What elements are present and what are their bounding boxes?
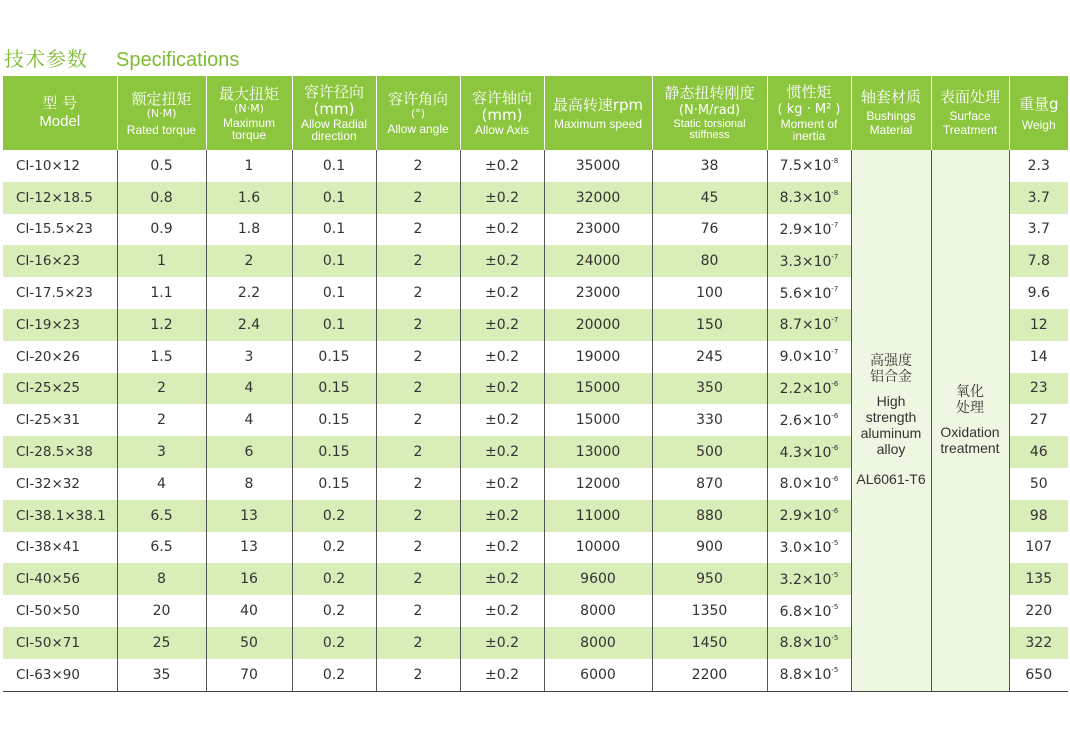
inertia-exponent: -5	[831, 666, 839, 675]
cell-stiff: 2200	[652, 659, 767, 691]
header-cn: 表面处理	[939, 88, 1000, 106]
cell-axis: ±0.2	[460, 468, 544, 500]
cell-model: CI-28.5×38	[3, 436, 117, 468]
inertia-mantissa: 8.8×10	[779, 635, 832, 652]
inertia-exponent: -6	[831, 379, 839, 388]
specifications-table	[3, 76, 1068, 692]
title-cn: 技术参数	[4, 47, 88, 71]
cell-inertia	[767, 627, 851, 659]
cell-radial: 0.1	[292, 182, 376, 214]
cell-weight: 2.3	[1009, 150, 1068, 182]
cell-max: 2.2	[206, 277, 292, 309]
cell-model: CI-25×25	[3, 373, 117, 405]
header-cn: 容许角向	[387, 90, 448, 108]
cell-model: CI-15.5×23	[3, 214, 117, 246]
inertia-mantissa: 7.5×10	[779, 158, 832, 175]
cell-model: CI-17.5×23	[3, 277, 117, 309]
cell-speed: 8000	[544, 627, 652, 659]
cell-weight: 46	[1009, 436, 1068, 468]
header-en: Allow Radial direction	[300, 117, 368, 143]
inertia-mantissa: 2.6×10	[779, 412, 832, 429]
cell-inertia	[767, 563, 851, 595]
cell-max: 40	[206, 595, 292, 627]
cell-model: CI-40×56	[3, 563, 117, 595]
cell-axis: ±0.2	[460, 595, 544, 627]
cell-rated: 0.9	[117, 214, 206, 246]
cell-bushings-material	[851, 150, 931, 691]
header-en: Bushings Material	[866, 109, 916, 137]
cell-inertia	[767, 436, 851, 468]
cell-speed: 10000	[544, 532, 652, 564]
header-allow-radial	[292, 76, 376, 150]
cell-max: 1.8	[206, 214, 292, 246]
cell-rated: 1.5	[117, 341, 206, 373]
cell-radial: 0.2	[292, 500, 376, 532]
cell-radial: 0.1	[292, 309, 376, 341]
inertia-mantissa: 8.0×10	[779, 476, 832, 493]
cell-rated: 35	[117, 659, 206, 691]
header-en: Maximum speed	[553, 116, 643, 131]
cell-stiff: 45	[652, 182, 767, 214]
cell-max: 2	[206, 245, 292, 277]
cell-weight: 650	[1009, 659, 1068, 691]
header-model	[3, 76, 117, 150]
cell-stiff: 500	[652, 436, 767, 468]
cell-axis: ±0.2	[460, 404, 544, 436]
header-cn: 惯性矩	[786, 83, 832, 101]
header-unit: (°)	[410, 107, 426, 120]
cell-speed: 35000	[544, 150, 652, 182]
header-en: Moment of inertia	[780, 117, 838, 143]
inertia-exponent: -5	[831, 538, 839, 547]
surface-cn: 氧化处理	[955, 384, 984, 417]
cell-rated: 3	[117, 436, 206, 468]
cell-angle: 2	[376, 182, 460, 214]
cell-weight: 3.7	[1009, 214, 1068, 246]
cell-model: CI-25×31	[3, 404, 117, 436]
header-cn: 静态扭转刚度	[664, 84, 755, 102]
cell-axis: ±0.2	[460, 627, 544, 659]
cell-inertia	[767, 341, 851, 373]
cell-stiff: 900	[652, 532, 767, 564]
header-en: Allow Axis	[474, 123, 530, 137]
inertia-exponent: -8	[831, 157, 839, 166]
cell-model: CI-32×32	[3, 468, 117, 500]
header-cn: 最大扭矩	[218, 84, 279, 103]
inertia-mantissa: 9.0×10	[779, 349, 832, 366]
cell-speed: 12000	[544, 468, 652, 500]
cell-inertia	[767, 468, 851, 500]
header-cn: 型 号	[42, 93, 78, 112]
cell-stiff: 870	[652, 468, 767, 500]
cell-model: CI-38.1×38.1	[3, 500, 117, 532]
cell-radial: 0.15	[292, 436, 376, 468]
header-unit: (N·M/rad)	[678, 103, 741, 118]
cell-angle: 2	[376, 245, 460, 277]
header-moment-inertia	[767, 76, 851, 150]
cell-weight: 9.6	[1009, 277, 1068, 309]
header-en: Model	[39, 112, 81, 130]
header-cn: 轴套材质	[860, 88, 921, 106]
cell-axis: ±0.2	[460, 309, 544, 341]
cell-inertia	[767, 309, 851, 341]
cell-max: 13	[206, 532, 292, 564]
cell-angle: 2	[376, 627, 460, 659]
header-cn: 容许径向	[303, 83, 364, 101]
cell-stiff: 80	[652, 245, 767, 277]
cell-max: 16	[206, 563, 292, 595]
cell-radial: 0.1	[292, 245, 376, 277]
title-en: Specifications	[116, 49, 240, 71]
header-allow-angle	[376, 76, 460, 150]
cell-stiff: 100	[652, 277, 767, 309]
cell-angle: 2	[376, 404, 460, 436]
cell-stiff: 950	[652, 563, 767, 595]
cell-axis: ±0.2	[460, 150, 544, 182]
inertia-mantissa: 8.7×10	[779, 317, 832, 334]
header-cn: 重量g	[1018, 94, 1059, 113]
cell-inertia	[767, 595, 851, 627]
material-en: High strength aluminum alloy	[860, 392, 922, 457]
cell-speed: 6000	[544, 659, 652, 691]
cell-max: 4	[206, 404, 292, 436]
cell-stiff: 1350	[652, 595, 767, 627]
cell-rated: 4	[117, 468, 206, 500]
header-max-torque	[206, 76, 292, 150]
cell-rated: 8	[117, 563, 206, 595]
inertia-exponent: -7	[831, 284, 839, 293]
cell-axis: ±0.2	[460, 182, 544, 214]
cell-angle: 2	[376, 309, 460, 341]
table-row	[3, 150, 1068, 182]
cell-max: 4	[206, 373, 292, 405]
cell-model: CI-16×23	[3, 245, 117, 277]
cell-stiff: 880	[652, 500, 767, 532]
cell-max: 3	[206, 341, 292, 373]
header-en: Surface Treatment	[942, 109, 998, 137]
cell-weight: 135	[1009, 563, 1068, 595]
cell-weight: 27	[1009, 404, 1068, 436]
cell-inertia	[767, 404, 851, 436]
header-row	[3, 76, 1068, 150]
cell-model: CI-20×26	[3, 341, 117, 373]
inertia-mantissa: 3.0×10	[779, 539, 832, 556]
cell-model: CI-19×23	[3, 309, 117, 341]
cell-axis: ±0.2	[460, 373, 544, 405]
cell-axis: ±0.2	[460, 245, 544, 277]
cell-stiff: 76	[652, 214, 767, 246]
cell-angle: 2	[376, 436, 460, 468]
inertia-exponent: -6	[831, 507, 839, 516]
cell-model: CI-50×71	[3, 627, 117, 659]
cell-speed: 8000	[544, 595, 652, 627]
header-unit: (N·M)	[146, 106, 177, 120]
cell-radial: 0.15	[292, 468, 376, 500]
cell-weight: 98	[1009, 500, 1068, 532]
cell-model: CI-38×41	[3, 532, 117, 564]
cell-angle: 2	[376, 659, 460, 691]
header-bushings-material	[851, 76, 931, 150]
cell-weight: 107	[1009, 532, 1068, 564]
cell-inertia	[767, 150, 851, 182]
cell-model: CI-12×18.5	[3, 182, 117, 214]
cell-max: 50	[206, 627, 292, 659]
cell-angle: 2	[376, 500, 460, 532]
inertia-mantissa: 2.9×10	[779, 508, 832, 525]
header-en: Static torsional stiffness	[673, 118, 746, 141]
cell-model: CI-50×50	[3, 595, 117, 627]
cell-weight: 7.8	[1009, 245, 1068, 277]
cell-speed: 11000	[544, 500, 652, 532]
cell-weight: 220	[1009, 595, 1068, 627]
cell-max: 70	[206, 659, 292, 691]
cell-max: 1.6	[206, 182, 292, 214]
cell-axis: ±0.2	[460, 659, 544, 691]
header-rated-torque	[117, 76, 206, 150]
cell-rated: 20	[117, 595, 206, 627]
cell-rated: 1.1	[117, 277, 206, 309]
cell-rated: 6.5	[117, 532, 206, 564]
cell-model: CI-10×12	[3, 150, 117, 182]
cell-radial: 0.15	[292, 404, 376, 436]
inertia-mantissa: 2.9×10	[779, 221, 832, 238]
cell-max: 2.4	[206, 309, 292, 341]
cell-radial: 0.1	[292, 150, 376, 182]
cell-radial: 0.2	[292, 563, 376, 595]
cell-rated: 2	[117, 373, 206, 405]
cell-rated: 1	[117, 245, 206, 277]
table-body	[3, 150, 1068, 691]
cell-speed: 9600	[544, 563, 652, 595]
cell-speed: 24000	[544, 245, 652, 277]
cell-radial: 0.1	[292, 277, 376, 309]
cell-speed: 19000	[544, 341, 652, 373]
cell-inertia	[767, 373, 851, 405]
cell-axis: ±0.2	[460, 214, 544, 246]
cell-speed: 23000	[544, 214, 652, 246]
inertia-mantissa: 4.3×10	[779, 444, 832, 461]
cell-inertia	[767, 500, 851, 532]
cell-angle: 2	[376, 468, 460, 500]
cell-radial: 0.2	[292, 627, 376, 659]
inertia-mantissa: 3.3×10	[779, 253, 832, 270]
inertia-exponent: -6	[831, 475, 839, 484]
header-en: Allow angle	[387, 122, 449, 136]
cell-axis: ±0.2	[460, 341, 544, 373]
cell-max: 8	[206, 468, 292, 500]
inertia-exponent: -7	[831, 316, 839, 325]
cell-radial: 0.2	[292, 659, 376, 691]
inertia-exponent: -5	[831, 570, 839, 579]
header-weight	[1009, 76, 1068, 150]
cell-stiff: 150	[652, 309, 767, 341]
cell-rated: 25	[117, 627, 206, 659]
inertia-mantissa: 6.8×10	[779, 603, 832, 620]
cell-inertia	[767, 245, 851, 277]
inertia-exponent: -7	[831, 220, 839, 229]
cell-stiff: 330	[652, 404, 767, 436]
cell-angle: 2	[376, 563, 460, 595]
cell-angle: 2	[376, 277, 460, 309]
cell-speed: 32000	[544, 182, 652, 214]
material-cn: 高强度铝合金	[869, 352, 912, 385]
inertia-exponent: -6	[831, 411, 839, 420]
header-unit: (mm)	[313, 100, 355, 118]
cell-stiff: 350	[652, 373, 767, 405]
cell-angle: 2	[376, 595, 460, 627]
cell-inertia	[767, 214, 851, 246]
inertia-exponent: -8	[831, 189, 839, 198]
cell-axis: ±0.2	[460, 563, 544, 595]
header-unit: (N·M)	[234, 101, 264, 115]
cell-stiff: 245	[652, 341, 767, 373]
cell-speed: 15000	[544, 373, 652, 405]
header-cn: 额定扭矩	[131, 89, 192, 108]
cell-speed: 13000	[544, 436, 652, 468]
cell-weight: 3.7	[1009, 182, 1068, 214]
cell-angle: 2	[376, 373, 460, 405]
header-en: Maximum torque	[222, 115, 275, 142]
header-en: Weigh	[1021, 117, 1056, 132]
cell-axis: ±0.2	[460, 277, 544, 309]
cell-speed: 15000	[544, 404, 652, 436]
header-max-speed	[544, 76, 652, 150]
cell-weight: 23	[1009, 373, 1068, 405]
inertia-mantissa: 5.6×10	[779, 285, 832, 302]
header-allow-axis	[460, 76, 544, 150]
cell-angle: 2	[376, 341, 460, 373]
cell-radial: 0.2	[292, 595, 376, 627]
table-header	[3, 76, 1068, 150]
cell-radial: 0.15	[292, 341, 376, 373]
cell-radial: 0.1	[292, 214, 376, 246]
cell-weight: 50	[1009, 468, 1068, 500]
cell-inertia	[767, 532, 851, 564]
inertia-exponent: -7	[831, 348, 839, 357]
cell-inertia	[767, 659, 851, 691]
cell-model: CI-63×90	[3, 659, 117, 691]
inertia-exponent: -7	[831, 252, 839, 261]
header-unit: ( kg · M² )	[777, 102, 841, 117]
cell-rated: 1.2	[117, 309, 206, 341]
cell-weight: 14	[1009, 341, 1068, 373]
cell-radial: 0.15	[292, 373, 376, 405]
cell-axis: ±0.2	[460, 532, 544, 564]
cell-rated: 0.5	[117, 150, 206, 182]
header-unit: (mm)	[481, 106, 523, 124]
header-static-stiffness	[652, 76, 767, 150]
header-cn: 最高转速rpm	[552, 95, 644, 114]
cell-angle: 2	[376, 214, 460, 246]
inertia-mantissa: 2.2×10	[779, 380, 832, 397]
header-en: Rated torque	[126, 122, 197, 137]
cell-axis: ±0.2	[460, 436, 544, 468]
inertia-mantissa: 8.3×10	[779, 190, 832, 207]
page-title	[4, 42, 239, 72]
cell-weight: 322	[1009, 627, 1068, 659]
cell-rated: 0.8	[117, 182, 206, 214]
cell-max: 13	[206, 500, 292, 532]
cell-radial: 0.2	[292, 532, 376, 564]
cell-max: 1	[206, 150, 292, 182]
inertia-mantissa: 3.2×10	[779, 571, 832, 588]
cell-stiff: 38	[652, 150, 767, 182]
inertia-exponent: -5	[831, 602, 839, 611]
cell-angle: 2	[376, 532, 460, 564]
header-cn: 容许轴向	[471, 89, 532, 107]
cell-axis: ±0.2	[460, 500, 544, 532]
cell-weight: 12	[1009, 309, 1068, 341]
cell-inertia	[767, 182, 851, 214]
cell-rated: 6.5	[117, 500, 206, 532]
cell-max: 6	[206, 436, 292, 468]
cell-surface-treatment	[931, 150, 1009, 691]
material-code: AL6061-T6	[856, 470, 926, 487]
cell-speed: 23000	[544, 277, 652, 309]
inertia-exponent: -6	[831, 443, 839, 452]
cell-stiff: 1450	[652, 627, 767, 659]
cell-speed: 20000	[544, 309, 652, 341]
cell-rated: 2	[117, 404, 206, 436]
inertia-mantissa: 8.8×10	[779, 667, 832, 684]
cell-inertia	[767, 277, 851, 309]
surface-en: Oxidation treatment	[940, 424, 1000, 457]
inertia-exponent: -5	[831, 634, 839, 643]
header-surface-treatment	[931, 76, 1009, 150]
cell-angle: 2	[376, 150, 460, 182]
